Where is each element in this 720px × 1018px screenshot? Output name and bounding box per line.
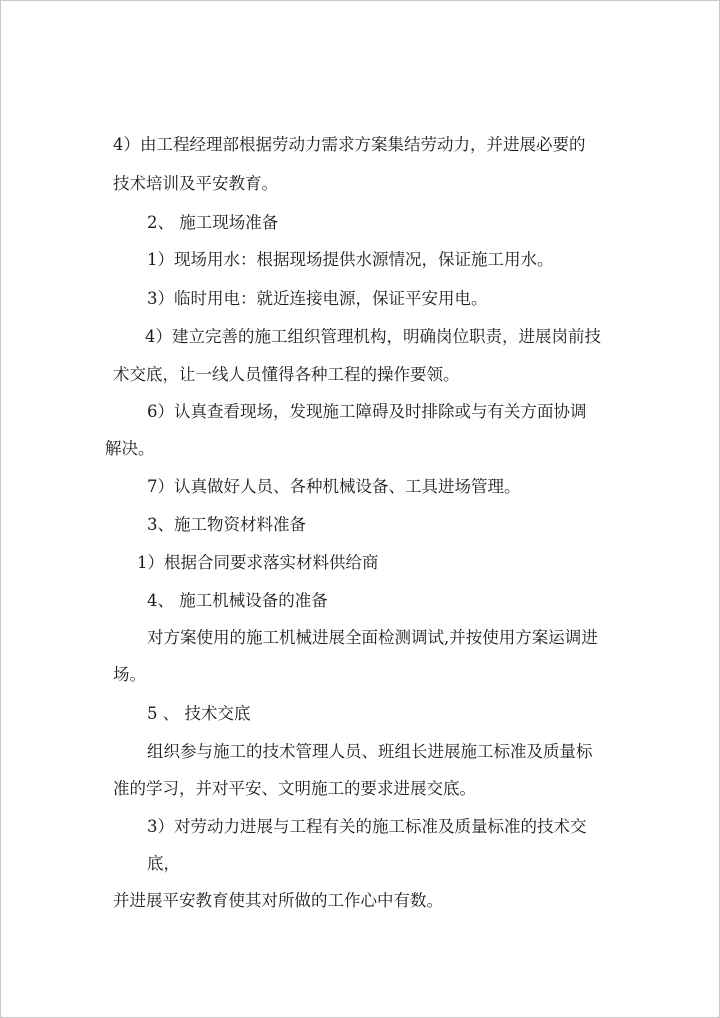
text-line: 7）认真做好人员、各种机械设备、工具进场管理。 <box>147 477 521 496</box>
text-line: 6）认真查看现场，发现施工障碍及时排除或与有关方面协调 <box>147 402 587 421</box>
text-line: 底， <box>147 854 180 873</box>
text-line: 术交底，让一线人员懂得各种工程的操作要领。 <box>113 365 460 384</box>
text-line: 3）对劳动力进展与工程有关的施工标准及质量标准的技术交 <box>147 817 587 836</box>
text-line: 对方案使用的施工机械进展全面检测调试,并按使用方案运调进 <box>147 628 598 647</box>
text-line: 解决。 <box>105 439 155 458</box>
text-line: 组织参与施工的技术管理人员、班组长进展施工标准及质量标 <box>147 742 593 761</box>
section-heading: 3、施工物资材料准备 <box>147 515 306 534</box>
text-line: 技术培训及平安教育。 <box>113 174 278 193</box>
section-heading: 5 、 技术交底 <box>147 704 251 723</box>
text-line: 准的学习，并对平安、文明施工的要求进展交底。 <box>113 779 476 798</box>
text-line: 4）由工程经理部根据劳动力需求方案集结劳动力，并进展必要的 <box>113 135 586 154</box>
section-heading: 4、 施工机械设备的准备 <box>147 591 328 610</box>
text-line: 4）建立完善的施工组织管理机构，明确岗位职责，进展岗前技 <box>145 327 601 346</box>
text-line: 1）根据合同要求落实材料供给商 <box>137 553 379 572</box>
section-heading: 2、 施工现场准备 <box>147 213 279 232</box>
text-line: 场。 <box>113 665 146 684</box>
text-line: 3）临时用电：就近连接电源，保证平安用电。 <box>147 289 488 308</box>
text-line: 并进展平安教育使其对所做的工作心中有数。 <box>113 891 443 910</box>
text-line: 1）现场用水：根据现场提供水源情况，保证施工用水。 <box>147 250 554 269</box>
